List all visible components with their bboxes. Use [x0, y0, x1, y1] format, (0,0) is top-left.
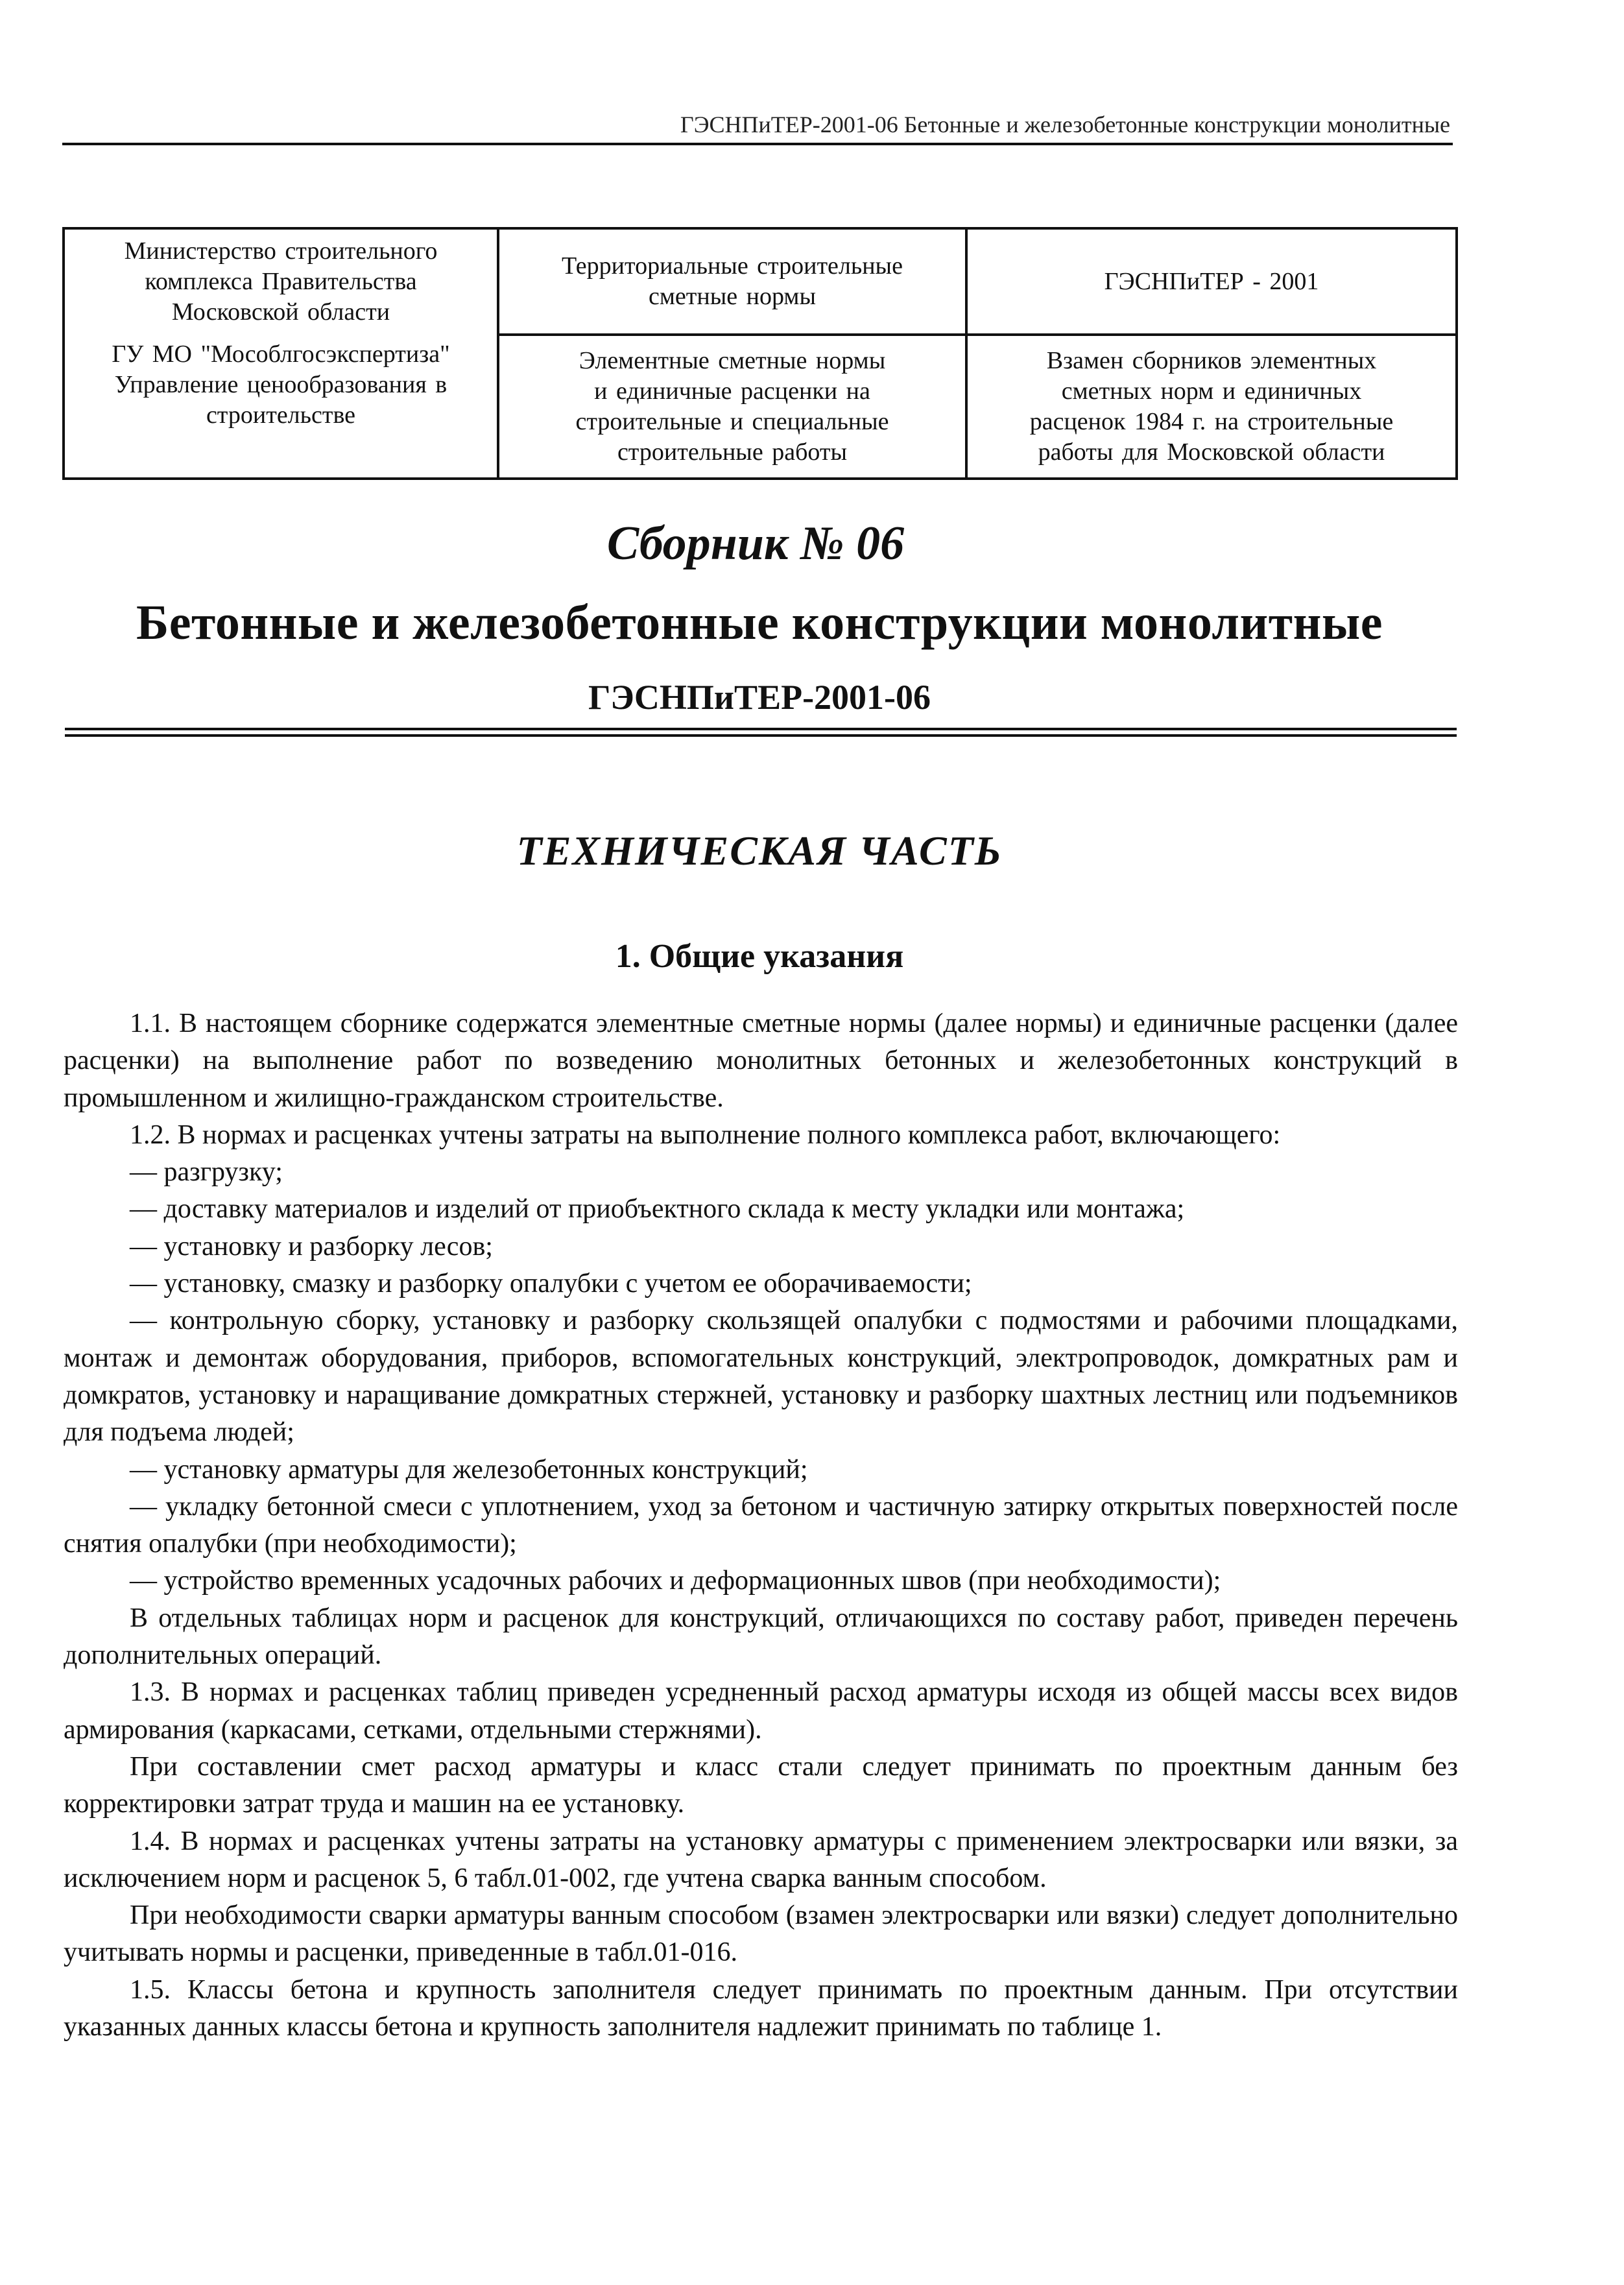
norm-description-cell [498, 335, 966, 479]
issuer-line: комплекса Правительства [145, 268, 417, 295]
paragraph-1-3: 1.3. В нормах и расценках таблиц приведен усредненный расход арматуры исходя из общей массы всех видов армирования (каркасами, сетками, отдельными стержнями). [64, 1677, 1458, 1745]
cell-separator [74, 328, 488, 339]
title-rule-lower [65, 734, 1457, 737]
norm-type-line: Территориальные строительные [562, 252, 903, 280]
approval-row-top [64, 228, 1457, 335]
replacement-note-line: сметных норм и единичных [1061, 377, 1362, 405]
norm-description-line: строительные работы [617, 438, 848, 466]
list-item: — укладку бетонной смеси с уплотнением, уход за бетоном и частичную затирку открытых поверхностей после снятия опалубки (при необходимости); [64, 1491, 1458, 1559]
list-item: — установку и разборку лесов; [130, 1231, 493, 1262]
replacement-note-line: работы для Московской области [1038, 438, 1385, 466]
subsection-title: 1. Общие указания [615, 938, 904, 975]
collection-subject: Бетонные и железобетонные конструкции монолитные [136, 595, 1383, 650]
section-title: ТЕХНИЧЕСКАЯ ЧАСТЬ [516, 828, 1003, 874]
department-line: ГУ МО "Мособлгосэкспертиза" [112, 341, 450, 368]
list-item: — установку, смазку и разборку опалубки с учетом ее оборачиваемости; [130, 1269, 972, 1299]
paragraph-additional-operations: В отдельных таблицах норм и расценок для конструкций, отличающихся по составу работ, приведен перечень дополнительных операций. [64, 1603, 1458, 1671]
norm-type-cell [498, 228, 966, 335]
replacement-note-cell [966, 335, 1457, 479]
list-item: — установку арматуры для железобетонных конструкций; [130, 1454, 808, 1485]
issuer-line: Московской области [171, 298, 390, 326]
list-item: — разгрузку; [130, 1157, 283, 1188]
issuer-cell [64, 228, 498, 479]
paragraph-bath-welding: При необходимости сварки арматуры ванным способом (взамен электросварки или вязки) следует дополнительно учитывать нормы и расценки, приведенные в табл.01-016. [64, 1900, 1458, 1968]
list-item: — устройство временных усадочных рабочих и деформационных швов (при необходимости); [130, 1566, 1221, 1596]
paragraph-1-4: 1.4. В нормах и расценках учтены затраты на установку арматуры с применением электросварки или вязки, за исключением норм и расценок 5, 6 табл.01-002, где учтена сварка ванным способом. [64, 1826, 1458, 1893]
replacement-note-line: Взамен сборников элементных [1046, 347, 1377, 374]
department-line: Управление ценообразования в [114, 371, 448, 398]
issuer-line: Министерство строительного [124, 237, 438, 265]
norm-code: ГЭСНПиТЕР - 2001 [1104, 267, 1319, 295]
running-header: ГЭСНПиТЕР-2001-06 Бетонные и железобетонные конструкции монолитные [680, 112, 1450, 138]
norm-code-cell [966, 228, 1457, 335]
title-rule-upper [65, 728, 1457, 730]
norm-description-line: строительные и специальные [575, 408, 889, 435]
list-item: — доставку материалов и изделий от приобъектного склада к месту укладки или монтажа; [130, 1194, 1185, 1225]
replacement-note-line: расценок 1984 г. на строительные [1029, 408, 1394, 435]
norm-description-line: Элементные сметные нормы [579, 347, 886, 374]
paragraph-reinforcement-estimate: При составлении смет расход арматуры и класс стали следует принимать по проектным данным без корректировки затрат труда и машин на ее установку. [64, 1751, 1458, 1819]
header-rule [62, 143, 1453, 145]
department-line: строительстве [206, 401, 356, 429]
list-item: — контрольную сборку, установку и разборку скользящей опалубки с подмостями и рабочими площадками, монтаж и демонтаж оборудования, приборов, вспомогательных конструкций, электропроводок, домкратных рам и домкратов, установку и наращивание домкратных стержней, установку и разборку шахтных лестниц или подъемников для подъема людей; [64, 1306, 1458, 1448]
norm-description-line: и единичные расценки на [594, 377, 870, 405]
body-text [64, 1005, 1458, 2046]
paragraph-1-2: 1.2. В нормах и расценках учтены затраты на выполнение полного комплекса работ, включающего: [130, 1119, 1281, 1150]
collection-code: ГЭСНПиТЕР-2001-06 [588, 678, 931, 717]
approval-table [62, 227, 1458, 480]
norm-type-line: сметные нормы [649, 283, 816, 310]
paragraph-1-1: 1.1. В настоящем сборнике содержатся элементные сметные нормы (далее нормы) и единичные расценки (далее расценки) на выполнение работ по возведению монолитных бетонных и железобетонных конструкций в промышленном и жилищно-гражданском строительстве. [64, 1009, 1458, 1113]
paragraph-1-5: 1.5. Классы бетона и крупность заполнителя следует принимать по проектным данным. При отсутствии указанных данных классы бетона и крупность заполнителя надлежит принимать по таблице 1. [64, 1974, 1458, 2042]
collection-title: Сборник № 06 [606, 517, 905, 570]
